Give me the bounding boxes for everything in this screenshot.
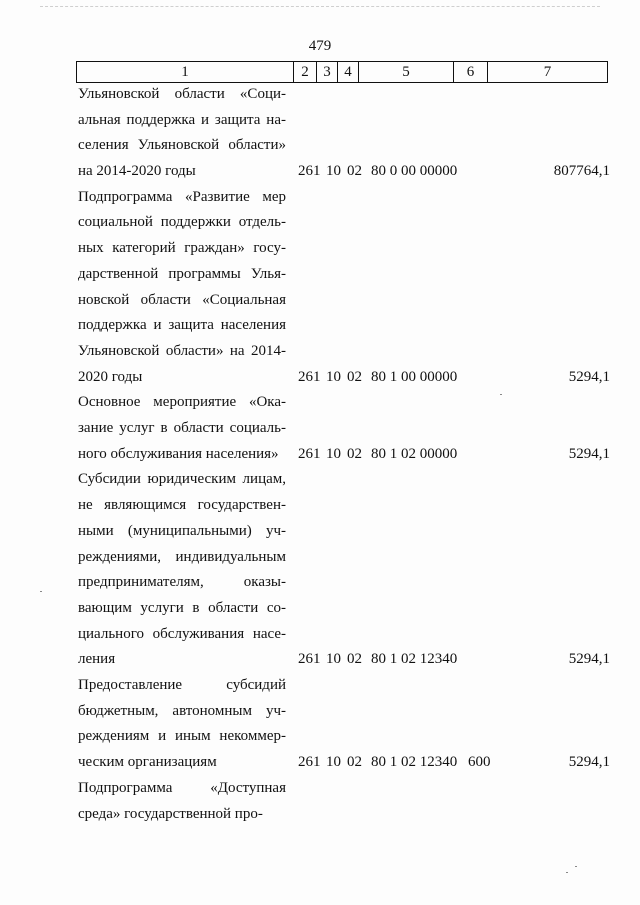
header-col-name: 1 xyxy=(77,62,294,83)
expense-type-code: 600 xyxy=(468,754,491,771)
section-code: 10 xyxy=(326,651,341,668)
description-line: Ульяновской области «Соци- xyxy=(78,86,286,102)
section-code: 10 xyxy=(326,163,341,180)
ved-code: 261 xyxy=(298,163,321,180)
description-line: зание услуг в области социаль- xyxy=(78,420,286,437)
description-line: Подпрограмма «Развитие мер xyxy=(78,188,286,205)
row-description xyxy=(78,185,286,391)
description-line: Ульяновской области» на 2014- xyxy=(78,342,286,359)
description-line: Основное мероприятие «Ока- xyxy=(78,394,286,411)
header-col-ved: 2 xyxy=(294,62,317,83)
table-row xyxy=(0,776,640,827)
ved-code: 261 xyxy=(298,368,321,385)
description-line: Субсидии юридическим лицам, xyxy=(78,471,286,488)
section-code: 10 xyxy=(326,754,341,771)
row-description xyxy=(78,776,286,827)
ved-code: 261 xyxy=(298,754,321,771)
section-code: 10 xyxy=(326,445,341,462)
subsection-code: 02 xyxy=(347,163,362,180)
description-line: циального обслуживания насе- xyxy=(78,625,286,642)
target-article-code: 80 1 00 00000 xyxy=(371,368,458,385)
description-line: селения Ульяновской области» xyxy=(78,137,286,154)
description-line: дарственной программы Улья- xyxy=(78,265,286,282)
description-line: вающим услуги в области со- xyxy=(78,599,286,616)
header-col-vr: 6 xyxy=(454,62,488,83)
description-line: ления xyxy=(78,651,116,668)
row-description xyxy=(78,390,286,467)
description-line: поддержка и защита населения xyxy=(78,317,286,334)
description-line: социальной поддержки отдель- xyxy=(78,214,286,231)
table-row xyxy=(0,467,640,673)
description-line: альная поддержка и защита на- xyxy=(78,111,286,128)
page-number: 479 xyxy=(308,38,332,54)
description-line: новской области «Социальная xyxy=(78,291,286,308)
row-description xyxy=(78,82,286,185)
header-col-sum: 7 xyxy=(488,62,608,83)
description-line: ческим организациям xyxy=(78,754,217,771)
description-line: предпринимателям, оказы- xyxy=(78,574,286,591)
header-col-rz: 3 xyxy=(317,62,338,83)
target-article-code: 80 1 02 12340 xyxy=(371,754,458,771)
target-article-code: 80 1 02 00000 xyxy=(371,445,458,462)
header-col-pr: 4 xyxy=(338,62,359,83)
scan-speck xyxy=(566,872,568,873)
row-description xyxy=(78,673,286,776)
amount: 5294,1 xyxy=(568,445,610,462)
subsection-code: 02 xyxy=(347,368,362,385)
description-line: 2020 годы xyxy=(78,368,143,385)
target-article-code: 80 1 02 12340 xyxy=(371,651,458,668)
subsection-code: 02 xyxy=(347,754,362,771)
column-header-table xyxy=(76,61,608,83)
table-row xyxy=(0,82,640,185)
section-code: 10 xyxy=(326,368,341,385)
description-line: ного обслуживания населения» xyxy=(78,445,279,462)
subsection-code: 02 xyxy=(347,651,362,668)
amount: 5294,1 xyxy=(568,368,610,385)
scan-speck xyxy=(575,866,577,867)
amount: 5294,1 xyxy=(568,651,610,668)
description-line: Предоставление субсидий xyxy=(78,677,286,694)
description-line: среда» государственной про- xyxy=(78,805,263,822)
description-line: реждениям и иным некоммер- xyxy=(78,728,286,745)
ved-code: 261 xyxy=(298,651,321,668)
table-row xyxy=(0,390,640,467)
ved-code: 261 xyxy=(298,445,321,462)
target-article-code: 80 0 00 00000 xyxy=(371,163,458,180)
description-line: реждениями, индивидуальным xyxy=(78,548,286,565)
amount: 5294,1 xyxy=(568,754,610,771)
description-line: Подпрограмма «Доступная xyxy=(78,779,286,796)
description-line: бюджетным, автономным уч- xyxy=(78,702,286,719)
header-col-csr: 5 xyxy=(359,62,454,83)
table-row xyxy=(0,673,640,776)
scan-speck xyxy=(40,591,42,592)
row-description xyxy=(78,467,286,673)
table-row xyxy=(0,185,640,391)
subsection-code: 02 xyxy=(347,445,362,462)
budget-rows xyxy=(0,82,640,827)
description-line: на 2014-2020 годы xyxy=(78,163,196,180)
scan-speck xyxy=(500,394,502,395)
description-line: ных категорий граждан» госу- xyxy=(78,240,286,257)
description-line: не являющимся государствен- xyxy=(78,497,286,514)
scan-artifact-line xyxy=(40,6,600,8)
amount: 807764,1 xyxy=(553,163,610,180)
description-line: ными (муниципальными) уч- xyxy=(78,522,286,539)
